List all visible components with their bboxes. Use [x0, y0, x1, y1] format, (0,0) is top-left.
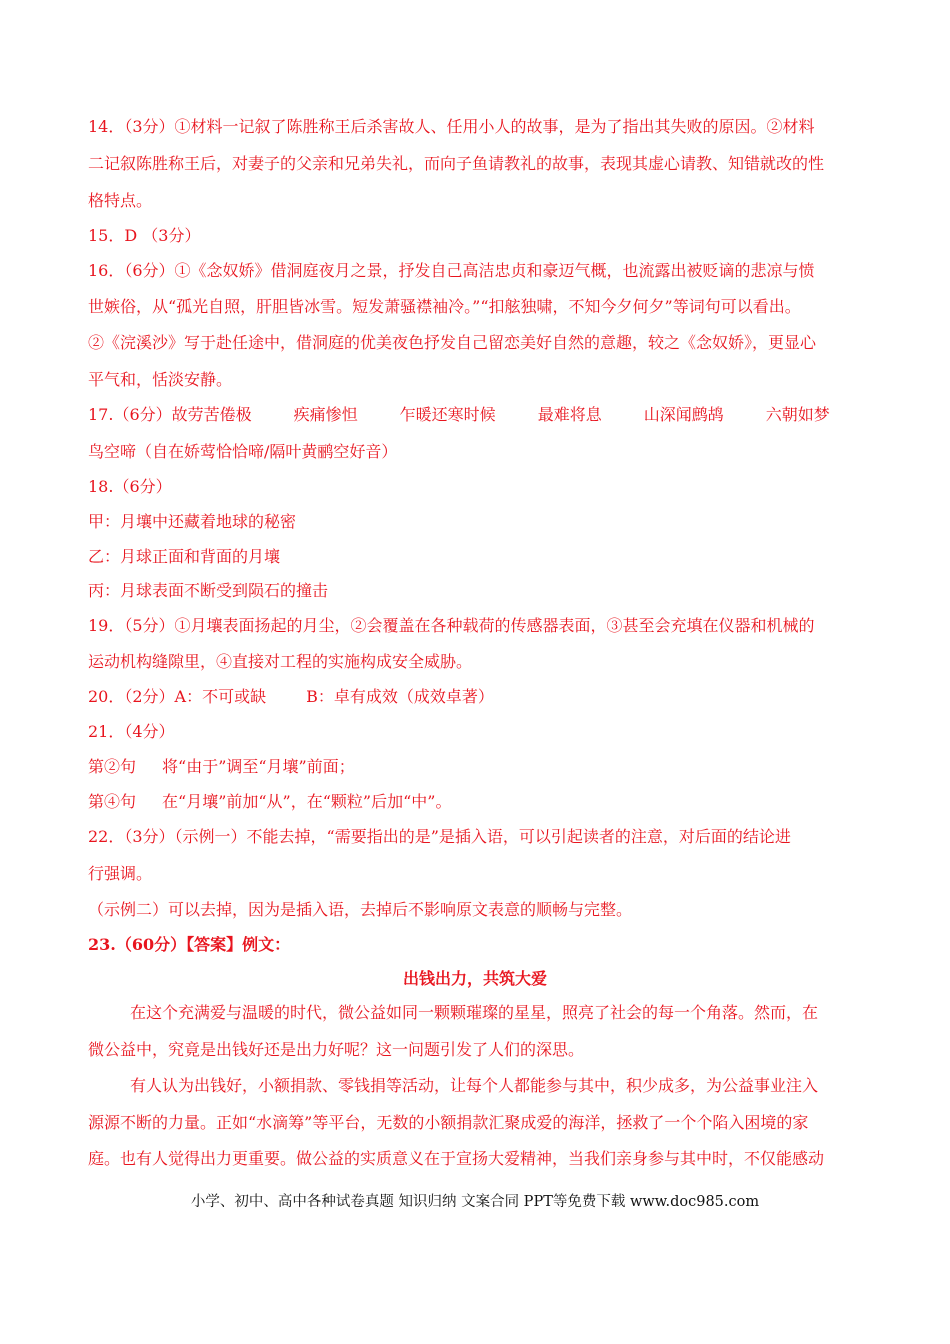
q21-line-1: 21．（4分）	[88, 722, 175, 741]
page-footer: 小学、初中、高中各种试卷真题 知识归纳 文案合同 PPT等免费下载 www.doc985.com	[190, 1194, 760, 1210]
q21-item-text: 在“月壤”前加“从”，在“颗粒”后加“中”。	[162, 792, 452, 811]
q14-line-1: 14．（3分）①材料一记叙了陈胜称王后杀害故人、任用小人的故事，是为了指出其失败的原因。②材料	[88, 117, 815, 136]
essay-p1-line-2: 微公益中，究竟是出钱好还是出力好呢？这一问题引发了人们的深思。	[88, 1040, 585, 1059]
q19-line-2: 运动机构缝隙里，④直接对工程的实施构成安全威胁。	[88, 652, 473, 671]
q18-line-1: 18.（6分）	[88, 477, 172, 496]
q18-item-yi: 乙：月球正面和背面的月壤	[88, 547, 281, 566]
q14-line-2: 二记叙陈胜称王后，对妻子的父亲和兄弟失礼，而向子鱼请教礼的故事，表现其虚心请教、知错就改的性	[88, 154, 825, 173]
q17-prefix: 17.（6分）	[88, 405, 172, 424]
q16-line-2: 世嫉俗，从“孤光自照，肝胆皆冰雪。短发萧骚襟袖冷。”“扣舷独啸，不知今夕何夕”等词句可以看出。	[88, 297, 801, 316]
q20-prefix: 20．（2分）	[88, 687, 175, 706]
q21-item-label: 第②句	[88, 757, 137, 776]
q21-item-4	[88, 792, 451, 812]
q15-line-1: 15．D （3分）	[88, 226, 201, 245]
q16-line-3: ②《浣溪沙》写于赴任途中，借洞庭的优美夜色抒发自己留恋美好自然的意趣，较之《念奴娇》，更显心	[88, 333, 817, 352]
q17-answer: 疾痛惨怛	[293, 405, 358, 424]
q22-line-3: （示例二）可以去掉，因为是插入语，去掉后不影响原文表意的顺畅与完整。	[88, 900, 633, 919]
essay-p2-line-2: 源源不断的力量。正如“水滴筹”等平台，无数的小额捐款汇聚成爱的海洋，拯救了一个个陷入困境的家	[88, 1113, 809, 1132]
q16-line-4: 平气和，恬淡安静。	[88, 370, 233, 389]
essay-p2-line-1: 有人认为出钱好，小额捐款、零钱捐等活动，让每个人都能参与其中，积少成多，为公益事业注入	[130, 1076, 819, 1095]
q18-item-jia: 甲：月壤中还藏着地球的秘密	[88, 512, 297, 531]
q17-answer: 六朝如梦	[765, 405, 830, 424]
q22-line-2: 行强调。	[88, 864, 153, 883]
q17-line-1	[88, 405, 830, 425]
essay-p2-line-3: 庭。也有人觉得出力更重要。做公益的实质意义在于宣扬大爱精神，当我们亲身参与其中时，不仅能感动	[88, 1149, 825, 1168]
q14-line-3: 格特点。	[88, 191, 153, 210]
essay-title: 出钱出力，共筑大爱	[402, 969, 547, 988]
q20-answer-b: B：卓有成效（成效卓著）	[306, 687, 494, 706]
q20-line-1	[88, 687, 494, 707]
q17-answer: 乍暖还寒时候	[399, 405, 496, 424]
essay-p1-line-1: 在这个充满爱与温暖的时代，微公益如同一颗颗璀璨的星星，照亮了社会的每一个角落。然而，在	[130, 1003, 819, 1022]
q19-line-1: 19．（5分）①月壤表面扬起的月尘，②会覆盖在各种载荷的传感器表面，③甚至会充填在仪器和机械的	[88, 616, 815, 635]
q17-answer: 山深闻鹧鸪	[643, 405, 724, 424]
q20-answer-a: A：不可或缺	[174, 687, 267, 706]
q17-line-2: 鸟空啼（自在娇莺恰恰啼/隔叶黄鹂空好音）	[88, 442, 398, 461]
q18-item-bing: 丙：月球表面不断受到陨石的撞击	[88, 581, 329, 600]
q21-item-2	[88, 757, 355, 777]
q23-heading: 23.（60分）【答案】例文：	[88, 935, 291, 954]
q16-line-1: 16．（6分）①《念奴娇》借洞庭夜月之景，抒发自己高洁忠贞和豪迈气概，也流露出被贬谪的悲凉与愤	[88, 261, 815, 280]
q17-answer: 故劳苦倦极	[171, 405, 252, 424]
q21-item-label: 第④句	[88, 792, 137, 811]
q21-item-text: 将“由于”调至“月壤”前面；	[162, 757, 355, 776]
q17-answer: 最难将息	[537, 405, 602, 424]
q22-line-1: 22．（3分）（示例一）不能去掉，“需要指出的是”是插入语，可以引起读者的注意，对后面的结论进	[88, 827, 791, 846]
